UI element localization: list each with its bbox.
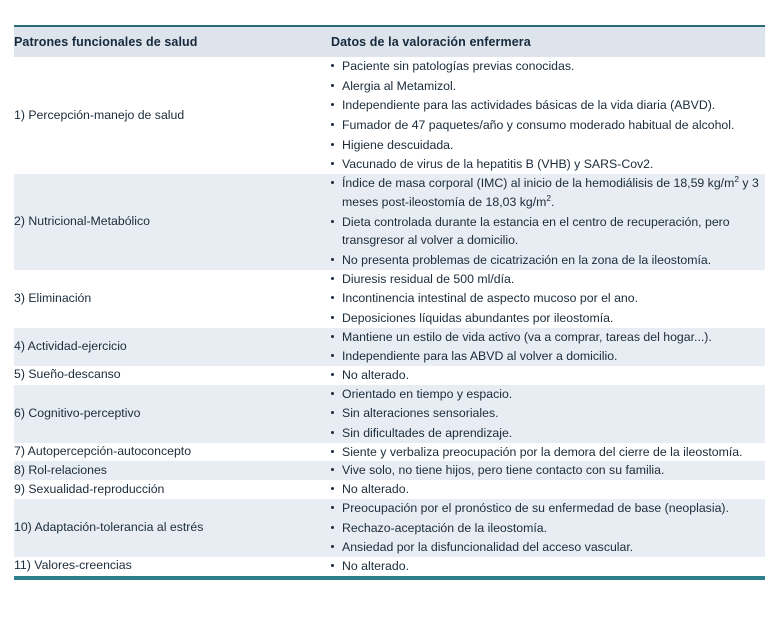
table-row [14,328,765,366]
table-body [14,57,765,576]
list-item: Alergia al Metamizol. [331,77,765,96]
list-item: Sin dificultades de aprendizaje. [331,424,765,443]
table-header [14,27,765,57]
list-item: Dieta controlada durante la estancia en el centro de recuperación, pero transgresor al volver a domicilio. [331,213,765,250]
list-item: Siente y verbaliza preocupación por la demora del cierre de la ileostomía. [331,443,765,462]
assessment-data-cell [331,270,765,328]
pattern-label: 10) Adaptación-tolerancia al estrés [14,519,204,534]
list-item: Higiene descuidada. [331,136,765,155]
pattern-label: 3) Eliminación [14,290,92,305]
list-item: Índice de masa corporal (IMC) al inicio de la hemodiálisis de 18,59 $kg/m^2$ y 3 meses post-ileostomía de 18,03 $kg/m^2$. [331,174,765,211]
assessment-bullet-list [331,57,765,174]
list-item: No alterado. [331,557,765,576]
list-item: Preocupación por el pronóstico de su enfermedad de base (neoplasia). [331,499,765,518]
table-row [14,480,765,499]
assessment-data-cell [331,480,765,499]
assessment-data-cell [331,443,765,462]
assessment-data-cell [331,499,765,557]
assessment-data-cell [331,366,765,385]
assessment-data-cell [331,461,765,480]
list-item: Diuresis residual de 500 ml/día. [331,270,765,289]
list-item: Mantiene un estilo de vida activo (va a comprar, tareas del hogar...). [331,328,765,347]
table-row [14,270,765,328]
assessment-bullet-list [331,557,765,576]
assessment-bullet-list [331,385,765,443]
assessment-bullet-list [331,443,765,462]
list-item: Paciente sin patologías previas conocidas. [331,57,765,76]
list-item: Ansiedad por la disfuncionalidad del acceso vascular. [331,538,765,557]
table-bottom-rule [14,576,765,580]
assessment-bullet-list [331,499,765,557]
table-row [14,57,765,174]
list-item: Incontinencia intestinal de aspecto mucoso por el ano. [331,289,765,308]
table-row [14,174,765,269]
column-header-data: Datos de la valoración enfermera [331,35,531,49]
pattern-label: 8) Rol-relaciones [14,462,107,477]
table-row [14,499,765,557]
pattern-label: 2) Nutricional-Metabólico [14,213,151,228]
pattern-label: 7) Autopercepción-autoconcepto [14,444,192,459]
pattern-label: 9) Sexualidad-reproducción [14,481,165,496]
pattern-label: 1) Percepción-manejo de salud [14,107,185,122]
functional-health-patterns-table [14,25,765,580]
assessment-table [14,27,765,576]
pattern-label: 5) Sueño-descanso [14,367,121,382]
list-item: No alterado. [331,480,765,499]
pattern-label: 6) Cognitivo-perceptivo [14,405,141,420]
list-item: Deposiciones líquidas abundantes por ileostomía. [331,309,765,328]
table-row [14,385,765,443]
assessment-data-cell [331,328,765,366]
table-row [14,443,765,462]
assessment-data-cell [331,57,765,174]
list-item: Rechazo-aceptación de la ileostomía. [331,519,765,538]
assessment-bullet-list [331,328,765,366]
list-item: Vacunado de virus de la hepatitis B (VHB) y SARS-Cov2. [331,155,765,174]
assessment-data-cell [331,174,765,269]
pattern-label: 4) Actividad-ejercicio [14,338,127,353]
assessment-bullet-list [331,174,765,269]
table-row [14,557,765,576]
list-item: Vive solo, no tiene hijos, pero tiene contacto con su familia. [331,461,765,480]
pattern-label: 11) Valores-creencias [14,558,132,573]
list-item: Independiente para las actividades básicas de la vida diaria (ABVD). [331,96,765,115]
table-row [14,461,765,480]
table-row [14,366,765,385]
assessment-bullet-list [331,480,765,499]
assessment-data-cell [331,557,765,576]
list-item: Fumador de 47 paquetes/año y consumo moderado habitual de alcohol. [331,116,765,135]
list-item: Sin alteraciones sensoriales. [331,404,765,423]
assessment-data-cell [331,385,765,443]
list-item: Independiente para las ABVD al volver a domicilio. [331,347,765,366]
assessment-bullet-list [331,270,765,328]
assessment-bullet-list [331,461,765,480]
column-header-pattern: Patrones funcionales de salud [14,35,198,49]
list-item: Orientado en tiempo y espacio. [331,385,765,404]
list-item: No presenta problemas de cicatrización en la zona de la ileostomía. [331,251,765,270]
list-item: No alterado. [331,366,765,385]
table-header-row [14,27,765,57]
assessment-bullet-list [331,366,765,385]
